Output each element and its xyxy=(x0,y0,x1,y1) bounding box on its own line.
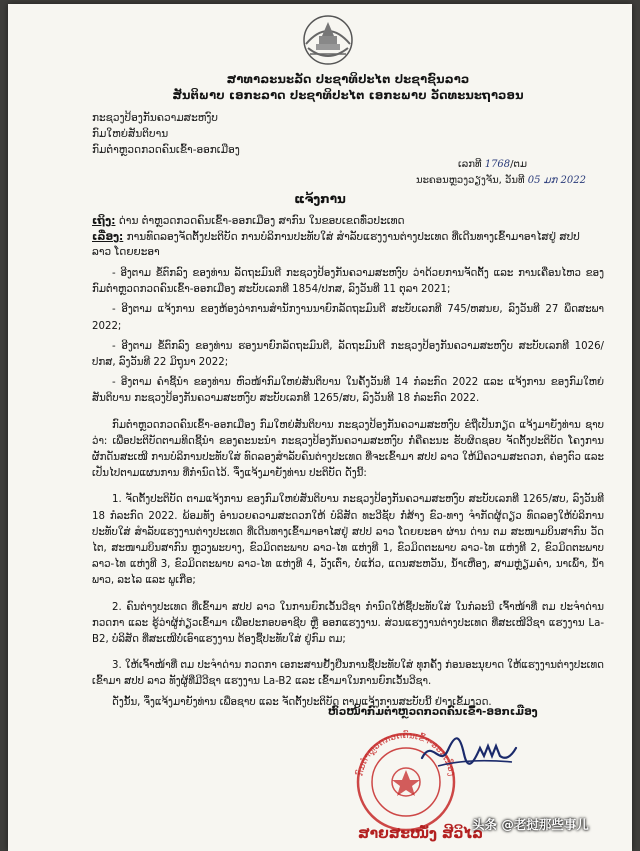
national-motto: ສັນຕິພາບ ເອກະລາດ ປະຊາທິປະໄຕ ເອກະພາບ ວັດທະນະຖາວອນ xyxy=(172,88,524,102)
reference-3: - ອີງຕາມ ຂໍ້ຕົກລົງ ຂອງທ່ານ ຮອງນາຍົກລັດຖະມົນຕີ, ລັດຖະມົນຕີ ກະຊວງປ້ອງກັນຄວາມສະຫງົບ ສະບັບເລກທີ 1026/ປກສ, ລົງວັນທີ 22 ມິຖຸນາ 2022; xyxy=(92,340,604,369)
subject-label: ເລື່ອງ: xyxy=(92,231,124,243)
department-name: ກົມໃຫຍ່ສັນຕິບານ xyxy=(92,128,169,140)
reference-4: - ອີງຕາມ ຄໍາຊີ້ນໍາ ຂອງທ່ານ ຫົວໜ້າກົມໃຫຍ່ສັນຕິບານ ໃນຄັ້ງວັນທີ 14 ກໍລະກົດ 2022 ແລະ ແຈ້ງການ ຂອງກົມໃຫຍ່ສັນຕິບານ ກະຊວງປ້ອງກັນຄວາມສະຫງົບ ສະບັບເລກທີ 1265/ສບ, ລົງວັນທີ 18 ກໍລະກົດ 2022. xyxy=(92,377,604,405)
handwritten-signature-icon xyxy=(418,728,518,778)
instruction-1: 1. ຈັດຕັ້ງປະຕິບັດ ຕາມແຈ້ງການ ຂອງກົມໃຫຍ່ສັນຕິບານ ກະຊວງປ້ອງກັນຄວາມສະຫງົບ ສະບັບເລກທີ 1265/ສບ, ລົງວັນທີ 18 ກໍລະກົດ 2022. ພ້ອມທັງ ອໍານວຍຄວາມສະດວກໃຫ້ ບໍລິສັດ ທະວີຊັບ ກໍ່ສ້າງ ຂົວ-ທາງ ຈໍາກັດຜູ້ດຽວ ທົດລອງໃຫ້ບໍລິການປະທັບໃສ່ ສໍາລັບແຮງງານຕ່າງປະເທດ ທີ່ເດີນທາງເຂົ້າມາອາໄສຢູ່ ສປປ ລາວ ໂດຍຍະອາ ຜ່ານ ດ່ານ ຕມ ສະໜາມບິນສາກົນ ວັດໄຕ, ສະໜາມບິນສາກົນ ຫຼວງພະບາງ, ຂົວມິດຕະພາບ ລາວ-ໄທ ແຫ່ງທີ 1, ຂົວມິດຕະພາບ ລາວ-ໄທ ແຫ່ງທີ 2, ຂົວມິດຕະພາບ ລາວ-ໄທ ແຫ່ງທີ 3, ຂົວມິດຕະພາບ ລາວ-ໄທ ແຫ່ງທີ 4, ວັງເຕົ່າ, ບໍ່ແກ້ວ, ແດນສະຫວັນ, ນ້ຳເຫືອງ, ສາມຫຼ່ຽມຄໍາ, ນາເພົ້າ, ນ້ຳພາວ, ລະໄລ ແລະ ພູເກືອ; xyxy=(92,494,604,587)
recipient-line xyxy=(92,214,592,229)
signatory-name: ສາຍສະໜັ່ງ ສີວິໄລ xyxy=(358,826,484,842)
instruction-2: 2. ຄົນຕ່າງປະເທດ ທີ່ເຂົ້າມາ ສປປ ລາວ ໃນການຍົກເວັ້ນວີຊາ ກໍານົດໃຫ້ຊື້ປະທັບໃສ່ ໃນກໍລະນີ ເຈົ້າໜ້າທີ່ ຕມ ປະຈໍາດ່ານ ກວດກາ ແລະ ຮູ້ວ່າຜູ້ກ່ຽວເຂົ້າມາ ເພື່ອປະກອບອາຊີບ ຫຼື ອອກແຮງງານ. ສ່ວນແຮງງານຕ່າງປະເທດ ທີ່ສະເໜີວີຊາ ແຮງງານ La-B2, ບໍລິສັດ ທີ່ສະເໜີບໍ່ເອົາແຮງງານ ຕ້ອງຊື້ປະທັບໃສ່ ຢູ່ກົມ ຕມ; xyxy=(92,601,604,646)
reference-2: - ອີງຕາມ ແຈ້ງການ ຂອງຫ້ອງວ່າການສໍານັກງານນາຍົກລັດຖະມົນຕີ ສະບັບເລກທີ 745/ຫສນຍ, ລົງວັນທີ 27 ພຶດສະພາ 2022; xyxy=(92,304,604,332)
ref-number: 1768 xyxy=(484,159,511,170)
closing-paragraph: ດັ່ງນັ້ນ, ຈຶ່ງແຈ້ງມາຍັງທ່ານ ເພື່ອຊາບ ແລະ ຈັດຕັ້ງປະຕິບັດ ຕາມແຈ້ງການສະບັບນີ້ ຢ່າງເຂັ້ມງວດ. xyxy=(112,696,492,708)
recipient-label: ເຖິງ: xyxy=(92,215,116,227)
subject-line xyxy=(92,230,592,260)
signatory-position: ຫົວໜ້າກົມຕໍາຫຼວດກວດຄົນເຂົ້າ-ອອກເມືອງ xyxy=(328,706,538,718)
recipient-text: ດ່ານ ຕໍາຫຼວດກວດຄົນເຂົ້າ-ອອກເມືອງ ສາກົນ ໃນຂອບເຂດທົ່ວປະເທດ xyxy=(118,215,405,227)
document-page xyxy=(8,4,632,851)
country-name: ສາທາລະນະລັດ ປະຊາທິປະໄຕ ປະຊາຊົນລາວ xyxy=(226,72,470,86)
reference-number xyxy=(458,159,527,170)
ref-label: ເລກທີ xyxy=(458,159,482,170)
intro-paragraph: ກົມຕໍາຫຼວດກວດຄົນເຂົ້າ-ອອກເມືອງ ກົມໃຫຍ່ສັນຕິບານ ກະຊວງປ້ອງກັນຄວາມສະຫງົບ ຂໍຖືເປັນກຽດ ແຈ້ງມາຍັງທ່ານ ຊາບວ່າ: ເພື່ອປະຕິບັດຕາມທິດຊີ້ນໍາ ຂອງຄະນະນໍາ ກະຊວງປ້ອງກັນຄວາມສະຫງົບ ກໍ່ຄືຄະນະ ຮັບຜິດຊອບ ຈັດຕັ້ງປະຕິບັດ ໂຄງການ ຜັກດັນສະເໜີ ການບໍລິການປະທັບໃສ່ ທົດລອງສໍາລັບຄົນຕ່າງປະເທດ ທີ່ຈະເຂົ້າມາ ສປປ ລາວ ໃຫ້ມີຄວາມສະດວກ, ຄ່ອງຕົວ ແລະ ເປັນໄປຕາມແຜນການ ທີ່ກໍານົດໄວ້. ຈຶ່ງແຈ້ງມາຍັງທ່ານ ປະຕິບັດ ດັ່ງນີ້: xyxy=(92,419,604,480)
ref-suffix: /ຕມ xyxy=(510,159,527,170)
national-emblem-icon xyxy=(298,14,358,66)
date-value: 05 ມກ 2022 xyxy=(527,175,586,186)
subject-text: ການທົດລອງຈັດຕັ້ງປະຕິບັດ ການບໍລິການປະທັບໃສ່ ສໍາລັບແຮງງານຕ່າງປະເທດ ທີ່ເດີນທາງເຂົ້າມາອາໄສຢູ່ ສປປ ລາວ ໂດຍຍະອາ xyxy=(92,231,580,258)
division-name: ກົມຕໍາຫຼວດກວດຄົນເຂົ້າ-ອອກເມືອງ xyxy=(92,144,240,156)
document-date xyxy=(416,175,586,186)
seal-text: ກົມຕໍາຫຼວດກວດຄົນເຂົ້າ-ອອກເມືອງ xyxy=(355,730,457,778)
date-prefix: ນະຄອນຫຼວງວຽງຈັນ, ວັນທີ xyxy=(416,175,525,186)
document-title: ແຈ້ງການ xyxy=(294,192,346,206)
instruction-3: 3. ໃຫ້ເຈົ້າໜ້າທີ່ ຕມ ປະຈໍາດ່ານ ກວດກາ ເອກະສານຢັ້ງຢືນການຊື້ປະທັບໃສ່ ທຸກຄັ້ງ ກ່ອນອະນຸຍາດ ໃຫ້ແຮງງານຕ່າງປະເທດ ເຂົ້າມາ ສປປ ລາວ ທັງຜູ້ທີ່ມີວີຊາ ແຮງງານ La-B2 ແລະ ເຂົ້າມາໃນການຍົກເວັ້ນວີຊາ. xyxy=(92,660,604,688)
ministry-name: ກະຊວງປ້ອງກັນຄວາມສະຫງົບ xyxy=(92,112,218,124)
reference-1: - ອີງຕາມ ຂໍ້ຕົກລົງ ຂອງທ່ານ ລັດຖະມົນຕີ ກະຊວງປ້ອງກັນຄວາມສະຫງົບ ວ່າດ້ວຍການຈັດຕັ້ງ ແລະ ການເຄື່ອນໄຫວ ຂອງກົມຕໍາຫຼວດກວດຄົນເຂົ້າ-ອອກເມືອງ ສະບັບເລກທີ 1854/ປກສ, ລົງວັນທີ 11 ຕຸລາ 2021; xyxy=(92,268,604,296)
watermark-text: 头条 @老挝那些事儿 xyxy=(472,817,589,832)
document-body xyxy=(92,266,604,715)
